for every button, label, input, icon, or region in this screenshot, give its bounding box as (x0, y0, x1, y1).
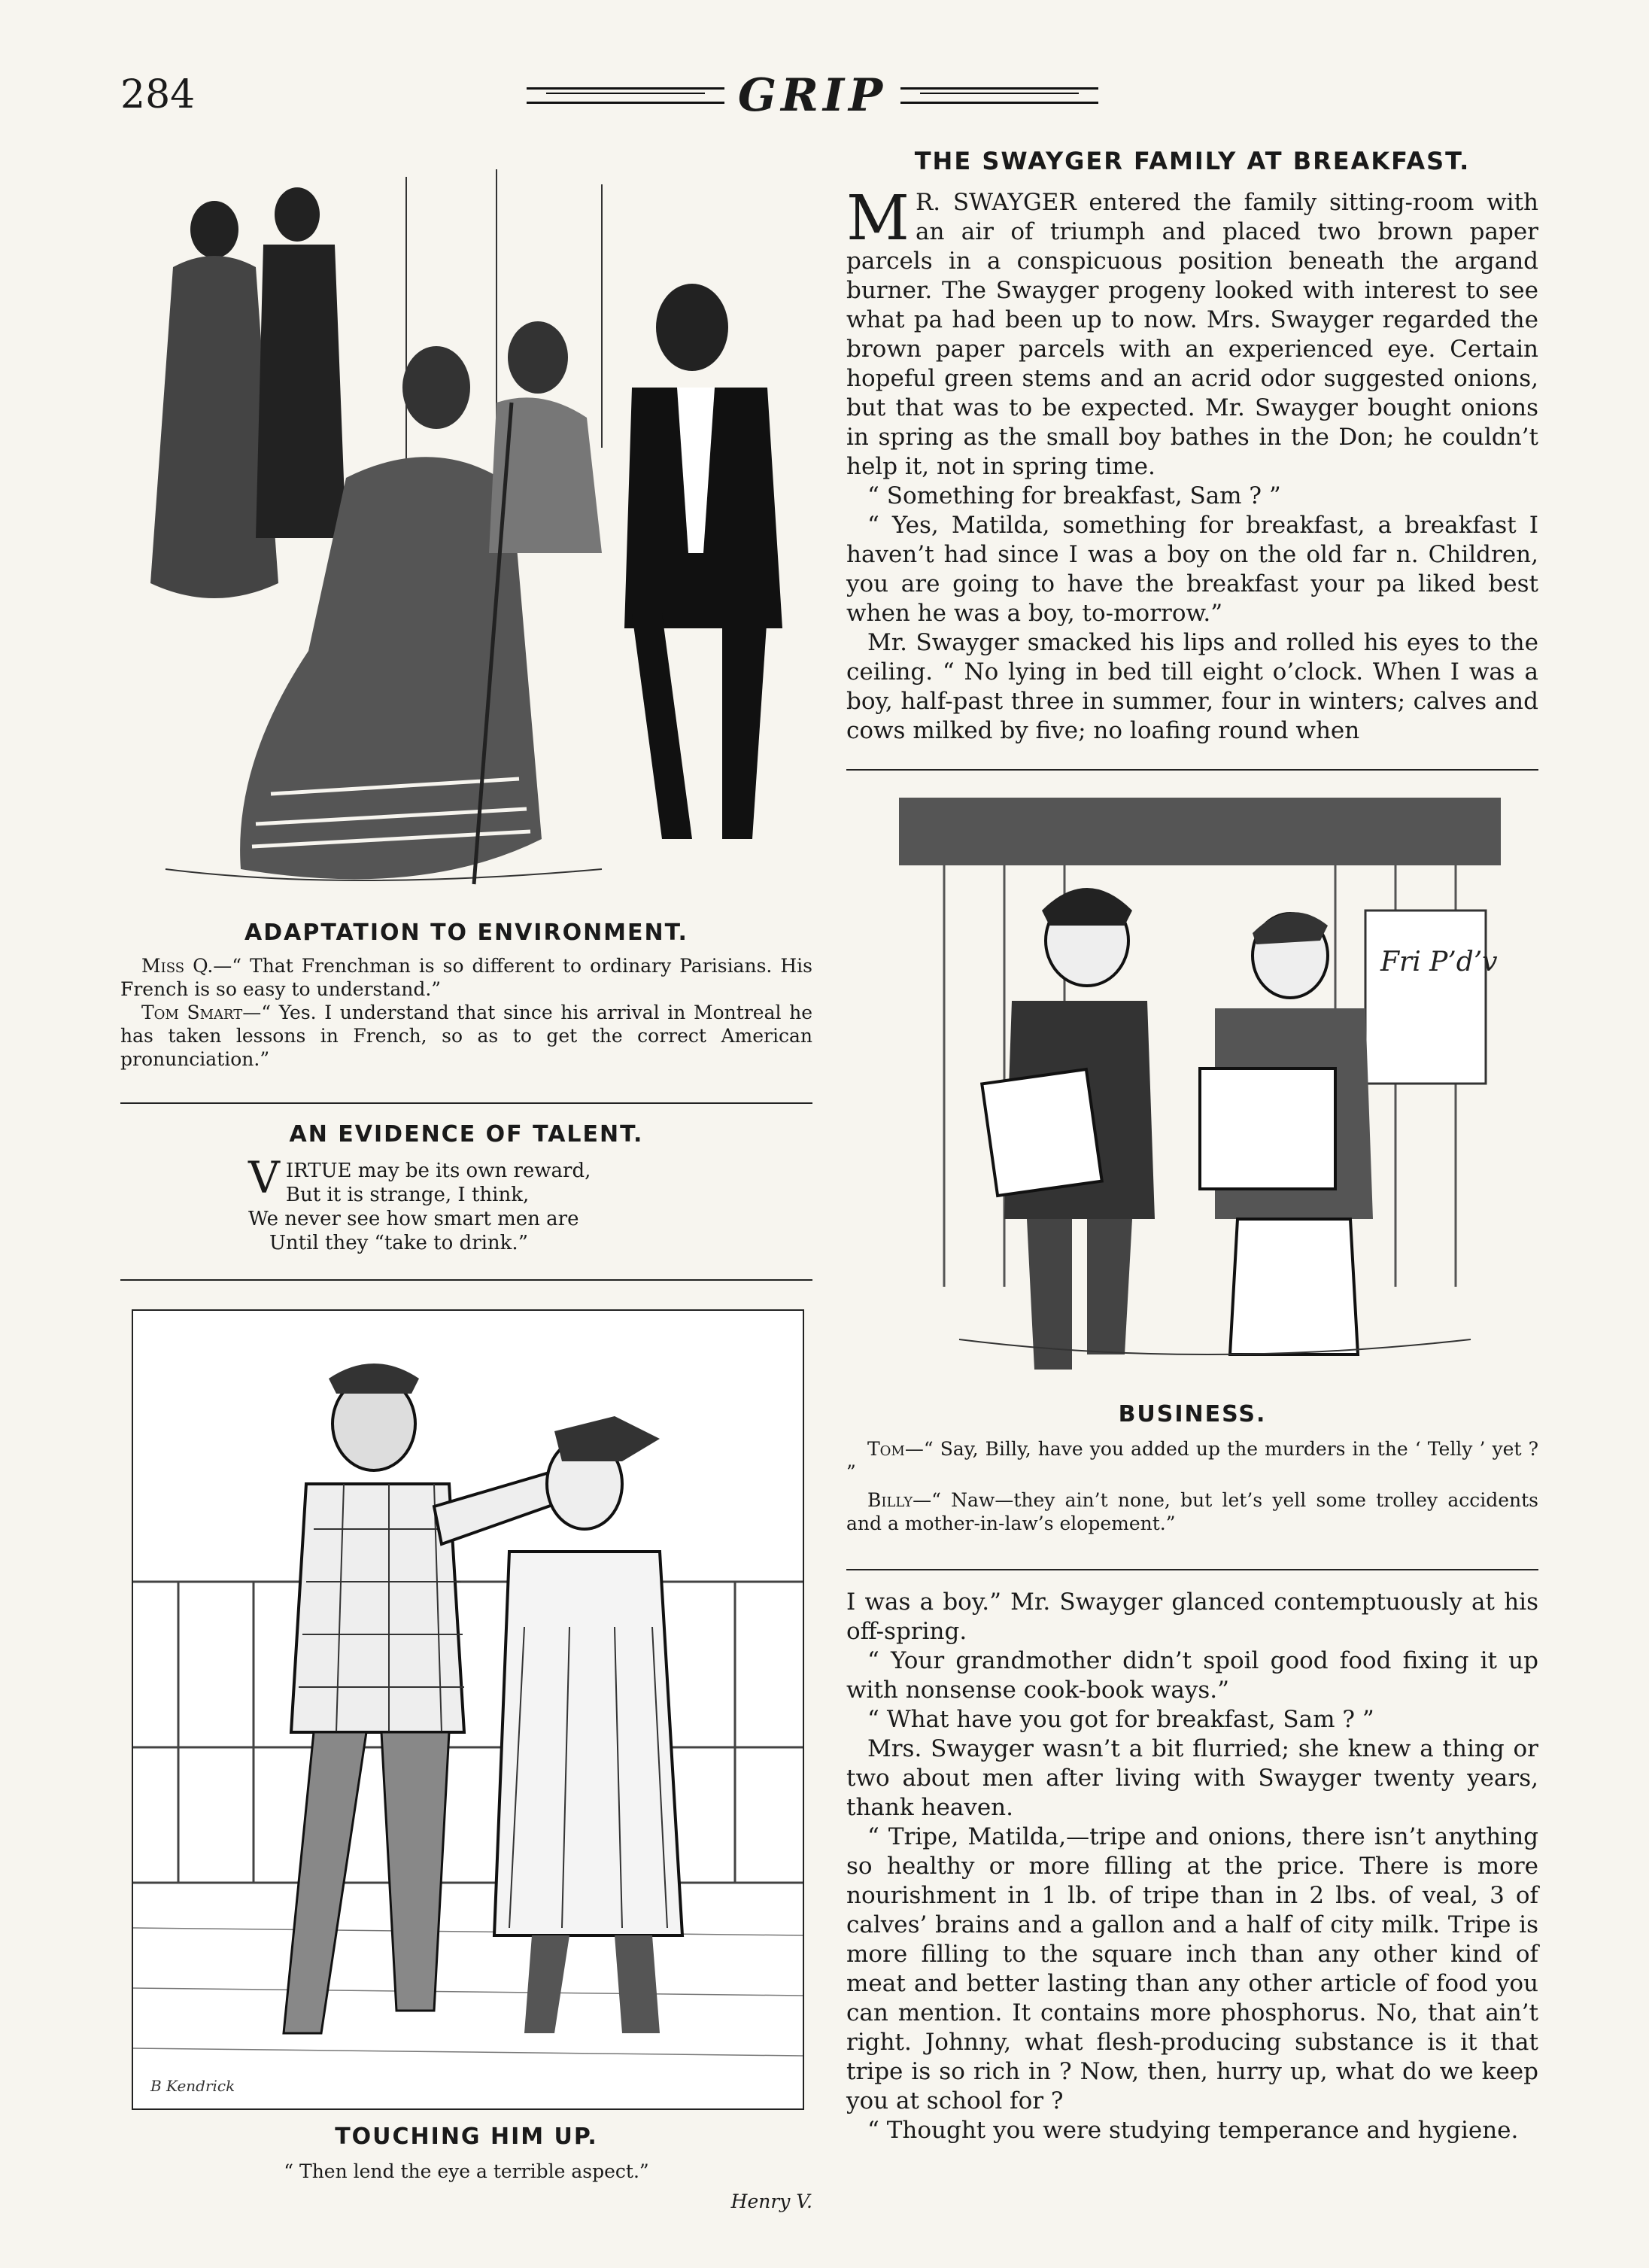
evidence-verse (248, 1152, 700, 1255)
swayger-para-5: I was a boy.” Mr. Swayger glanced contemptuously at his off-spring. (846, 1589, 1538, 1645)
miss-q-text: —“ That Frenchman is so different to ordinary Parisians. His French is so easy to understand.” (120, 955, 812, 1000)
verse-line-1-text: IRTUE may be its own reward, (285, 1160, 591, 1182)
verse-line-4: Until they “take to drink.” (269, 1232, 528, 1254)
billy-text: —“ Naw—they ain’t none, but let’s yell some trolley accidents and a mother-in-law’s elopement.” (846, 1489, 1538, 1534)
swayger-para-6: “ Your grandmother didn’t spoil good food fixing it up with nonsense cook-book ways.” (846, 1647, 1538, 1704)
verse-line-3: We never see how smart men are (248, 1208, 579, 1230)
swayger-para-1 (846, 183, 1538, 482)
evidence-heading: AN EVIDENCE OF TALENT. (289, 1121, 644, 1148)
business-illustration (899, 798, 1501, 1385)
adaptation-heading: ADAPTATION TO ENVIRONMENT. (244, 920, 688, 946)
swayger-para-2: “ Something for breakfast, Sam ? ” (867, 482, 1281, 509)
business-heading: BUSINESS. (1118, 1401, 1267, 1427)
touching-heading: TOUCHING HIM UP. (335, 2124, 598, 2150)
adaptation-line-1 (120, 954, 812, 1001)
swayger-para-10: “ Thought you were studying temperance and hygiene. (867, 2117, 1519, 2144)
touching-quote: “ Then lend the eye a terrible aspect.” (284, 2160, 649, 2182)
swayger-heading: THE SWAYGER FAMILY AT BREAKFAST. (914, 147, 1471, 175)
divider-evidence (120, 1279, 812, 1281)
divider-business (846, 1569, 1538, 1570)
divider-adaptation (120, 1102, 812, 1104)
poster-text: Fri P’d’v (1380, 947, 1498, 977)
speaker-billy: Billy (867, 1489, 913, 1511)
adaptation-line-2 (120, 1001, 812, 1071)
swayger-para-4: Mr. Swayger smacked his lips and rolled his eyes to the ceiling. “ No lying in bed till eight o’clock. When I was a boy, half-past three in summer, four in winters; calves and cows milked by five; no loafing round when (846, 629, 1538, 744)
touching-drawing (133, 1311, 803, 2108)
swayger-para-8: Mrs. Swayger wasn’t a bit flurried; she knew a thing or two about men after living with Swayger twenty years, thank heaven. (846, 1735, 1538, 1821)
adaptation-dialogue (120, 954, 812, 1071)
masthead-rule-right (900, 87, 1098, 104)
swayger-article-bottom (846, 1588, 1538, 2145)
masthead (527, 69, 1098, 122)
speaker-miss-q: Miss Q. (141, 955, 214, 977)
business-line-1 (846, 1437, 1538, 1484)
swayger-dropcap: M (846, 183, 910, 254)
business-line-2 (846, 1488, 1538, 1535)
masthead-rule-left (527, 87, 724, 104)
swayger-para-7: “ What have you got for breakfast, Sam ? ” (867, 1706, 1374, 1733)
business-dialogue (846, 1437, 1538, 1535)
speaker-tom-smart: Tom Smart (141, 1002, 243, 1023)
page-number: 284 (120, 72, 196, 117)
tom-text: —“ Say, Billy, have you added up the murders in the ‘ Telly ’ yet ? ” (846, 1438, 1538, 1483)
verse-line-2: But it is strange, I think, (285, 1184, 530, 1206)
tom-smart-text: —“ Yes. I understand that since his arrival in Montreal he has taken lessons in French, so as to get the correct American pronunciation.” (120, 1002, 813, 1070)
magazine-title: GRIP (737, 69, 888, 122)
swayger-para-9: “ Tripe, Matilda,—tripe and onions, there isn’t anything so healthy or more filling at the price. There is more nourishment in 1 lb. of tripe than in 2 lbs. of veal, 3 of calves’ brains and a gallon and a half of city milk. Tripe is more filling to the square inch than any other kind of meat and better lasting than any other article of food you can mention. It contains more phosphorus. No, that ain’t right. Johnny, what flesh-producing substance is it that tripe is so rich in ? Now, then, hurry up, what do we keep you at school for ? (846, 1823, 1538, 2114)
ballroom-illustration (120, 162, 805, 907)
swayger-article-top (846, 183, 1538, 746)
speaker-tom: Tom (867, 1438, 905, 1460)
artist-signature: B Kendrick (150, 2077, 235, 2095)
business-drawing (899, 798, 1501, 1385)
swayger-para-1-text: R. SWAYGER entered the family sitting-room with an air of triumph and placed two brown paper parcels in a conspicuous position beneath the argand burner. The Swayger progeny looked with interest to see what pa had been up to now. Mrs. Swayger regarded the brown paper parcels with an experienced eye. Certain hopeful green stems and an acrid odor suggested onions, but that was to be expected. Mr. Swayger bought onions in spring as the small boy bathes in the Don; he couldn’t help it, not in spring time. (846, 189, 1538, 480)
divider-swayger-top (846, 769, 1538, 771)
verse-dropcap: V (248, 1152, 280, 1203)
swayger-para-3: “ Yes, Matilda, something for breakfast, a breakfast I haven’t had since I was a boy on the old far n. Children, you are going to have the breakfast your pa liked best when he was a boy, to-morrow.” (846, 512, 1538, 627)
ballroom-drawing (120, 162, 805, 907)
touching-illustration (132, 1309, 804, 2110)
touching-attribution: Henry V. (730, 2190, 812, 2212)
